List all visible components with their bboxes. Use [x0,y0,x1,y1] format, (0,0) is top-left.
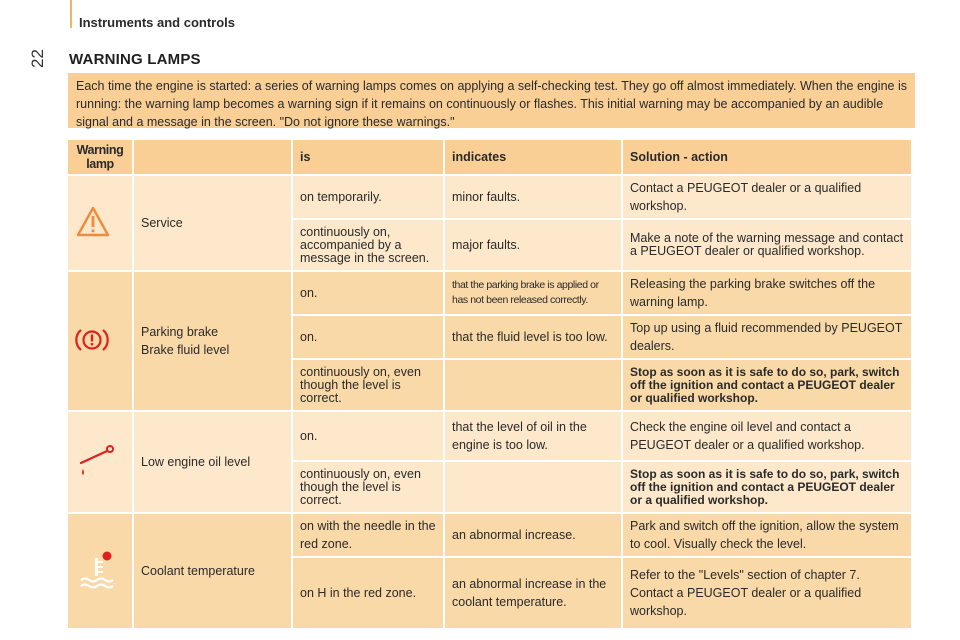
header-is: is [293,140,443,174]
table-row [68,176,911,218]
indicates-cell [445,360,621,410]
header-action: Solution - action [623,140,911,174]
action-cell: Make a note of the warning message and contact a PEUGEOT dealer or qualified workshop. [623,220,911,270]
action-cell: Stop as soon as it is safe to do so, park, switch off the ignition and contact a PEUGEOT dealer or a qualified workshop. [623,462,911,512]
action-line: Refer to the "Levels" section of chapter 7. [630,568,860,582]
table-row [68,514,911,556]
indicates-cell: major faults. [445,220,621,270]
section-header: Instruments and controls [79,15,236,30]
is-cell: on. [293,316,443,358]
indicates-cell: that the parking brake is applied or has not been released correctly. [445,272,621,314]
oil-icon-cell [68,412,132,512]
lamp-name-line: Parking brake [141,325,219,339]
oil-can-icon [75,441,119,481]
table-row [68,412,911,460]
action-cell: Check the engine oil level and contact a PEUGEOT dealer or a qualified workshop. [623,412,911,460]
indicates-cell: that the level of oil in the engine is too low. [445,412,621,460]
brake-icon-cell [68,272,132,410]
action-cell: Stop as soon as it is safe to do so, park, switch off the ignition and contact a PEUGEOT dealer or qualified workshop. [623,360,911,410]
action-cell [623,558,911,628]
header-warning-lamp: Warning lamp [68,140,132,174]
indicates-cell: that the fluid level is too low. [445,316,621,358]
coolant-temperature-icon [75,550,119,590]
header-accent-bar [70,0,72,28]
coolant-icon-cell [68,514,132,628]
is-cell: continuously on, even though the level is correct. [293,462,443,512]
header-indicates: indicates [445,140,621,174]
brake-warning-icon [75,326,109,354]
indicates-cell [445,462,621,512]
action-cell: Park and switch off the ignition, allow the system to cool. Visually check the level. [623,514,911,556]
action-cell: Contact a PEUGEOT dealer or a qualified workshop. [623,176,911,218]
page-title: WARNING LAMPS [69,51,201,68]
indicates-cell: an abnormal increase in the coolant temperature. [445,558,621,628]
table-header-row [68,140,911,174]
lamp-name-service: Service [134,176,291,270]
action-line: Contact a PEUGEOT dealer or a qualified workshop. [630,586,862,618]
lamp-name-oil: Low engine oil level [134,412,291,512]
is-cell: on H in the red zone. [293,558,443,628]
indicates-cell: an abnormal increase. [445,514,621,556]
is-cell: on. [293,412,443,460]
action-cell: Top up using a fluid recommended by PEUGEOT dealers. [623,316,911,358]
warning-lamps-table [66,138,913,630]
service-icon-cell [68,176,132,270]
header-lamp-name [134,140,291,174]
page-number: 22 [28,49,47,68]
is-cell: on with the needle in the red zone. [293,514,443,556]
indicates-cell: minor faults. [445,176,621,218]
lamp-name-parking-brake [134,272,291,410]
is-cell: on. [293,272,443,314]
table-row [68,272,911,314]
intro-text: Each time the engine is started: a series of warning lamps comes on applying a self-checking test. They go off almost immediately. When the engine is running: the warning lamp becomes a warning sign if it remains on continuously or flashes. This initial warning may be accompanied by an audible signal and a message in the screen. "Do not ignore these warnings." [68,73,915,128]
is-cell: continuously on, even though the level is correct. [293,360,443,410]
is-cell: continuously on, accompanied by a message in the screen. [293,220,443,270]
warning-triangle-icon [75,205,111,239]
lamp-name-coolant: Coolant temperature [134,514,291,628]
lamp-name-line: Brake fluid level [141,343,230,357]
action-cell: Releasing the parking brake switches off the warning lamp. [623,272,911,314]
is-cell: on temporarily. [293,176,443,218]
